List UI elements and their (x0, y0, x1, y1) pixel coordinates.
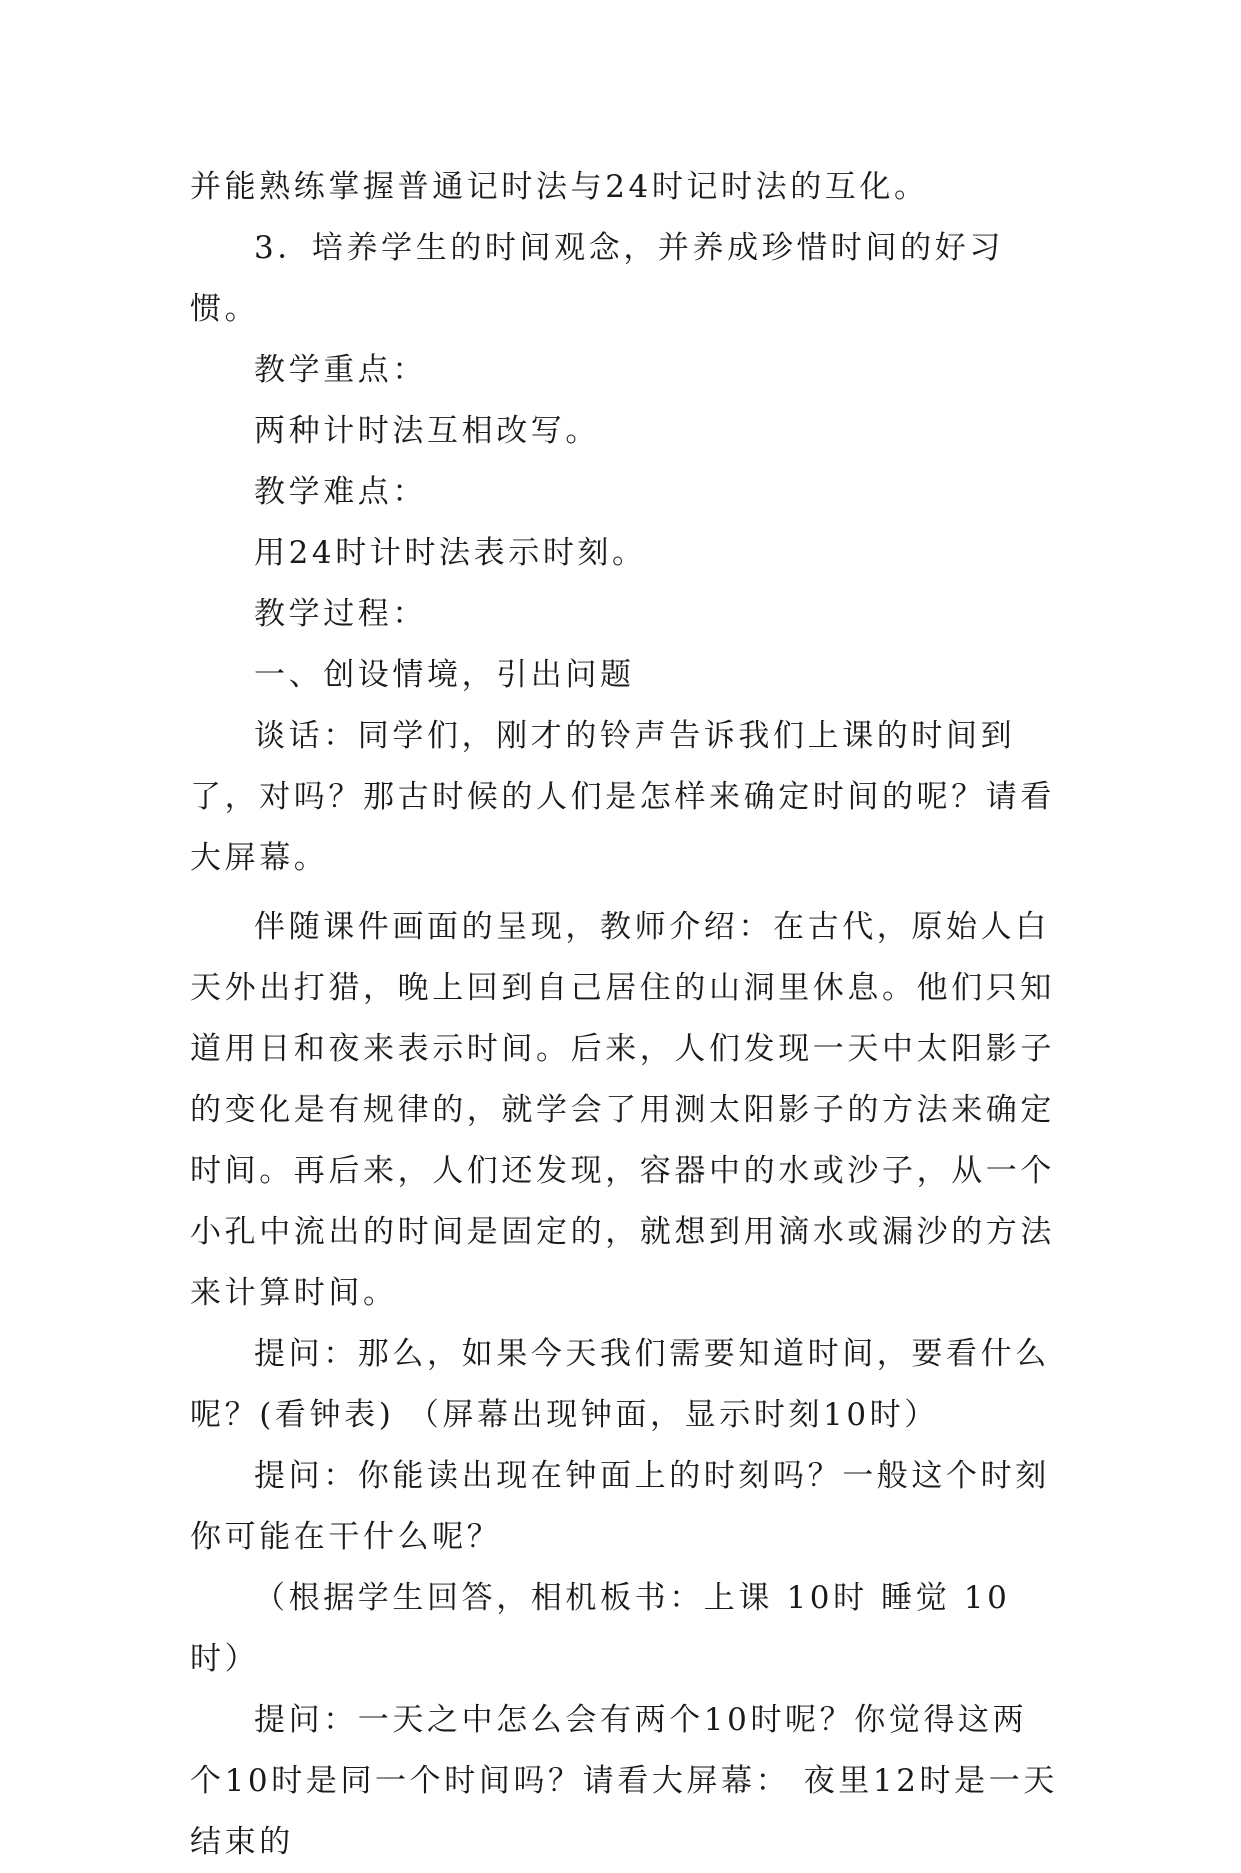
section-heading-step-one: 一、创设情境，引出问题 (254, 657, 635, 693)
paragraph-14: 提问：一天之中怎么会有两个10时呢？你觉得这两个10时是同一个时间吗？请看大屏幕： 夜里12时是一天结束的 (190, 1702, 1058, 1860)
section-heading-process: 教学过程： (254, 596, 427, 632)
paragraph-13: （根据学生回答，相机板书：上课 10时 睡觉 10时） (190, 1580, 1011, 1677)
document-body (190, 157, 1060, 1873)
paragraph-11: 提问：那么，如果今天我们需要知道时间，要看什么呢？(看钟表) （屏幕出现钟面，显示时刻10时） (190, 1336, 1050, 1433)
section-heading-key-points: 教学重点： (254, 352, 427, 388)
paragraph-1: 并能熟练掌握普通记时法与24时记时法的互化。 (190, 169, 929, 205)
paragraph-6: 用24时计时法表示时刻。 (254, 535, 647, 571)
paragraph-9: 谈话：同学们，刚才的铃声告诉我们上课的时间到了，对吗？那古时候的人们是怎样来确定时间的呢？请看大屏幕。 (190, 718, 1055, 876)
paragraph-2: 3．培养学生的时间观念，并养成珍惜时间的好习惯。 (190, 230, 1004, 327)
paragraph-10: 伴随课件画面的呈现，教师介绍：在古代，原始人白天外出打猎，晚上回到自己居住的山洞里休息。他们只知道用日和夜来表示时间。后来，人们发现一天中太阳影子的变化是有规律的，就学会了用测太阳影子的方法来确定时间。再后来，人们还发现，容器中的水或沙子，从一个小孔中流出的时间是固定的，就想到用滴水或漏沙的方法来计算时间。 (190, 909, 1055, 1311)
section-heading-difficulties: 教学难点： (254, 474, 427, 510)
paragraph-4: 两种计时法互相改写。 (254, 413, 600, 449)
paragraph-12: 提问：你能读出现在钟面上的时刻吗？一般这个时刻你可能在干什么呢？ (190, 1458, 1050, 1555)
